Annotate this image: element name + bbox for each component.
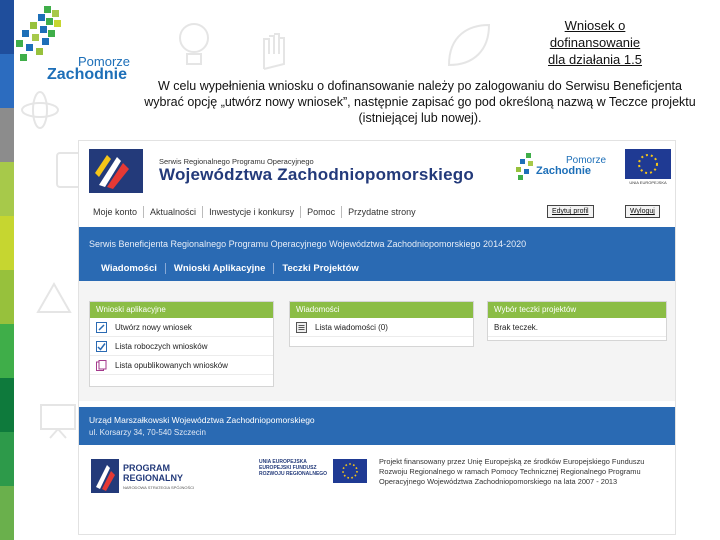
board-icon: [38, 400, 78, 440]
stripe-segment: [0, 486, 14, 540]
funding-footer: [79, 449, 675, 535]
service-title: Województwa Zachodniopomorskiego: [159, 165, 474, 184]
messages-panel: [289, 301, 474, 347]
project-folders-panel-header: Wybór teczki projektów: [488, 302, 666, 318]
stripe-segment: [0, 324, 14, 378]
messages-list-link[interactable]: [290, 318, 473, 337]
ue-text-1: UNIA EUROPEJSKA: [259, 459, 307, 465]
applications-panel-header: Wnioski aplikacyjne: [90, 302, 273, 318]
logo-mosaic-icon: [514, 153, 538, 183]
edit-profile-button[interactable]: Edytuj profil: [547, 205, 594, 218]
logo-text-zachodnie: Zachodnie: [47, 66, 128, 83]
stripe-segment: [0, 0, 14, 54]
service-subtitle: Serwis Regionalnego Programu Operacyjnego: [159, 157, 314, 166]
documents-icon: [96, 360, 107, 371]
recycle-icon: [34, 280, 74, 320]
dashboard-panels: [79, 281, 675, 401]
service-header: [79, 141, 675, 201]
nav-item-useful-pages[interactable]: Przydatne strony: [341, 206, 422, 218]
atom-icon: [20, 90, 60, 130]
ue-text-2: EUROPEJSKI FUNDUSZ: [259, 465, 317, 471]
office-footer: [79, 407, 675, 445]
tab-project-folders[interactable]: Teczki Projektów: [273, 263, 366, 274]
main-tabs: [93, 263, 367, 274]
program-text-3: NARODOWA STRATEGIA SPÓJNOŚCI: [123, 485, 195, 490]
logo-text-zachodnie: Zachodnie: [536, 165, 592, 177]
create-new-application-link[interactable]: [90, 318, 273, 337]
hand-icon: [254, 24, 294, 74]
program-text-1: PROGRAM: [123, 463, 170, 473]
published-applications-label: Lista opublikowanych wniosków: [115, 360, 228, 370]
draft-applications-label: Lista roboczych wniosków: [115, 341, 208, 351]
leaf-icon: [444, 20, 494, 70]
service-screenshot: [78, 140, 676, 535]
nav-item-help[interactable]: Pomoc: [300, 206, 341, 218]
program-logo-icon: [91, 459, 119, 493]
office-address: ul. Korsarzy 34, 70-540 Szczecin: [89, 428, 206, 437]
slide-title-line: dla działania 1.5: [548, 52, 642, 67]
service-banner-title: Serwis Beneficjenta Regionalnego Programu Operacyjnego Województwa Zachodniopomorskiego 2014-2020: [89, 239, 527, 249]
logo-text-pomorze: Pomorze: [566, 155, 607, 166]
funding-note: Projekt finansowany przez Unię Europejską ze środków Europejskiego Funduszu Rozwoju Regionalnego w ramach Pomocy Technicznej Regionalnego Programu Operacyjnego Województwa Zachodniopomorskiego na lata 2007 - 2013: [379, 457, 645, 486]
stripe-segment: [0, 378, 14, 432]
slide-title-line: dofinansowanie: [549, 35, 641, 50]
eu-flag-icon: [333, 459, 367, 483]
checklist-icon: [96, 341, 107, 352]
draft-applications-link[interactable]: [90, 337, 273, 356]
messages-list-label: Lista wiadomości (0): [315, 322, 388, 332]
tab-applications[interactable]: Wnioski Aplikacyjne: [165, 263, 274, 274]
program-regionalny-logo: [91, 455, 211, 499]
slide-description: W celu wypełnienia wniosku o dofinansowanie należy po zalogowaniu do Serwisu Beneficjenta wybrać opcję „utwórz nowy wniosek”, następnie zapisać go pod określoną nazwą w Teczce projektu (istniejącej lub nowej).: [144, 79, 696, 125]
slide-title-line: Wniosek o: [564, 18, 626, 33]
tab-messages[interactable]: Wiadomości: [101, 263, 157, 274]
create-new-application-label: Utwórz nowy wniosek: [115, 322, 192, 332]
program-text-2: REGIONALNY: [123, 473, 184, 483]
logo-mosaic-icon: [14, 4, 76, 66]
stripe-segment: [0, 54, 14, 108]
logout-button[interactable]: Wyloguj: [625, 205, 660, 218]
messages-panel-header: Wiadomości: [290, 302, 473, 318]
project-folders-panel: [487, 301, 667, 341]
stripe-segment: [0, 270, 14, 324]
stripe-segment: [0, 108, 14, 162]
nav-item-news[interactable]: Aktualności: [143, 206, 202, 218]
stripe-segment: [0, 162, 14, 216]
office-name: Urząd Marszałkowski Województwa Zachodniopomorskiego: [89, 415, 315, 425]
published-applications-link[interactable]: [90, 356, 273, 375]
eu-flag-icon: [625, 149, 671, 179]
left-color-stripe: [0, 0, 14, 540]
eu-caption: UNIA EUROPEJSKA: [629, 180, 667, 185]
pomorze-zachodnie-small-logo: [514, 151, 607, 185]
slide-title: [520, 17, 670, 68]
pomorze-zachodnie-logo: [14, 2, 134, 88]
stripe-segment: [0, 432, 14, 486]
edit-icon: [96, 322, 107, 333]
logo-text-pomorze: Pomorze: [78, 54, 131, 69]
no-folders-text: Brak teczek.: [488, 318, 666, 337]
ue-text-3: ROZWOJU REGIONALNEGO: [259, 471, 328, 477]
applications-panel: [89, 301, 274, 387]
list-icon: [296, 322, 307, 333]
top-navigation: [87, 201, 667, 223]
eu-logo: [625, 149, 671, 187]
rpo-logo-icon: [87, 147, 145, 195]
lightbulb-icon: [174, 20, 214, 70]
nav-item-investments[interactable]: Inwestycje i konkursy: [202, 206, 300, 218]
nav-item-my-account[interactable]: Moje konto: [93, 207, 138, 217]
stripe-segment: [0, 216, 14, 270]
eu-erdf-logo: [259, 459, 367, 491]
service-banner: [79, 227, 675, 281]
